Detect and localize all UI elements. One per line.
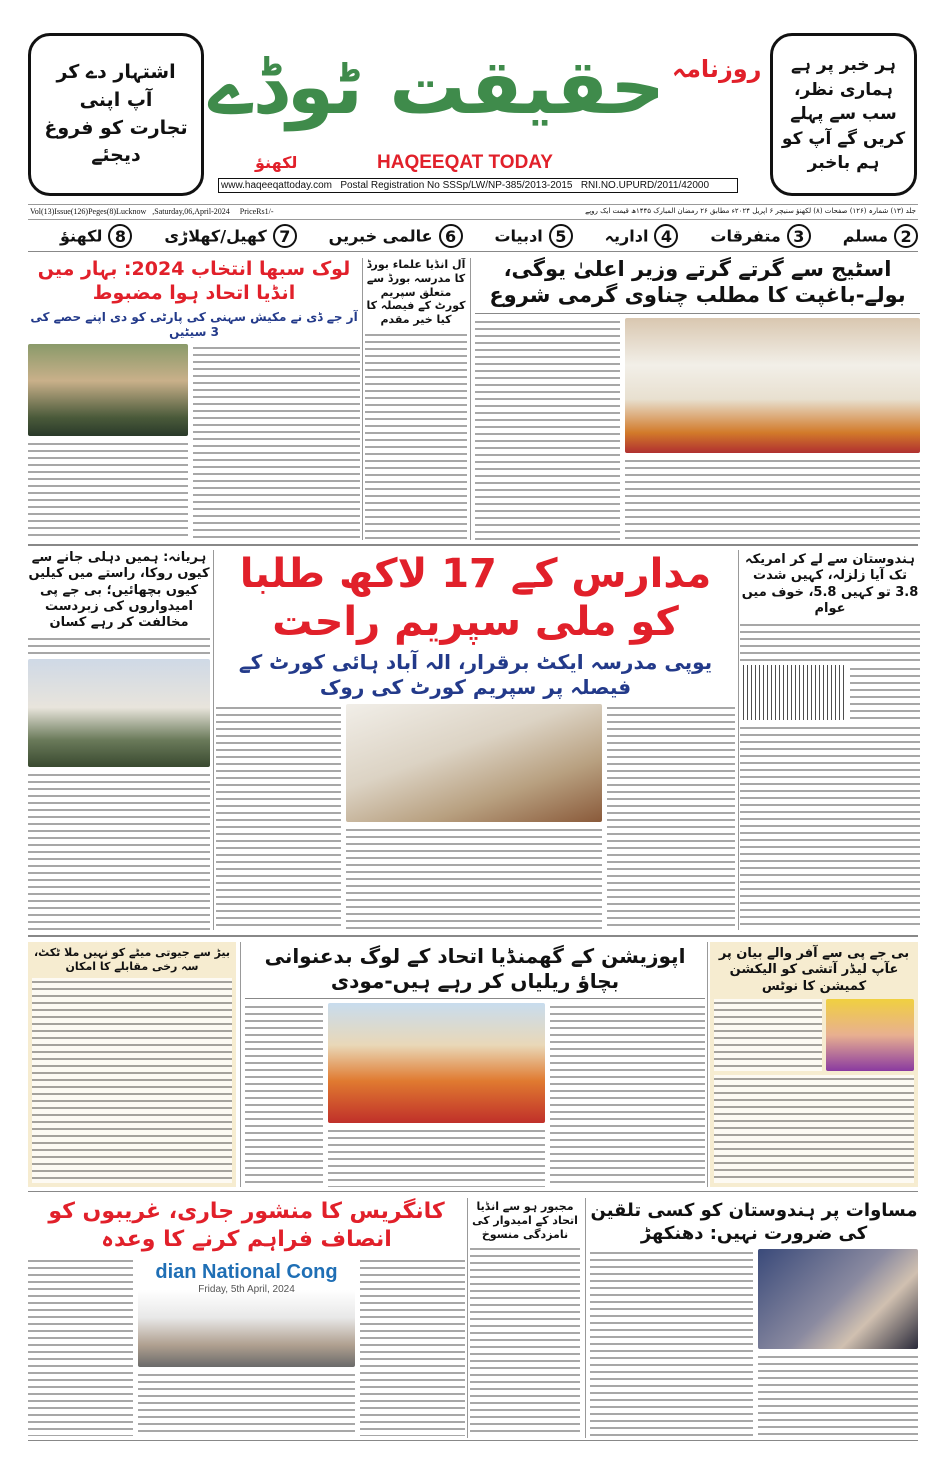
- divider: [738, 550, 739, 930]
- photo-bihar-press: [28, 344, 188, 436]
- divider: [28, 544, 918, 546]
- divider: [213, 550, 214, 930]
- story-madrasa: [216, 550, 735, 930]
- page-index-nav: [60, 223, 918, 249]
- nav-item[interactable]: [329, 224, 463, 248]
- story-earthquake: [740, 552, 920, 930]
- article-body-text: [740, 724, 920, 930]
- nav-item[interactable]: [164, 224, 296, 248]
- story-ulema-board: [365, 258, 467, 540]
- article-body-text: [32, 978, 232, 1184]
- nav-number: 4: [654, 224, 678, 248]
- article-body-text: [28, 1257, 133, 1436]
- title-english: HAQEEQAT TODAY: [377, 152, 553, 173]
- banner-date: Friday, 5th April, 2024: [198, 1284, 295, 1295]
- headline-yogi[interactable]: اسٹیج سے گرتے گرتے وزیر اعلیٰ یوگی، بولے-باغپت کا مطلب چناوی گرمی شروع: [489, 257, 906, 308]
- article-body-text: [216, 704, 341, 930]
- story-nomination: [470, 1200, 580, 1436]
- nav-label: عالمی خبریں: [328, 226, 433, 246]
- article-body-text: [850, 665, 920, 720]
- story-congress-manifesto: [28, 1198, 465, 1436]
- article-body-text: [607, 704, 735, 930]
- ad-line: تجارت کو فروغ: [44, 116, 188, 139]
- slogan-line: ہماری نظر،: [794, 79, 894, 100]
- divider: [707, 942, 708, 1187]
- divider: [467, 1198, 468, 1438]
- article-body-text: [475, 318, 620, 541]
- ad-box: [28, 33, 204, 196]
- article-body-text: [470, 1245, 580, 1436]
- divider: [470, 258, 471, 540]
- ad-line: دیجئے: [91, 144, 141, 167]
- nav-number: 7: [273, 224, 297, 248]
- headline-modi[interactable]: اپوزیشن کے گھمنڈیا اتحاد کے لوگ بدعنوانی بچاؤ ریلیاں کر رہے ہیں-مودی: [264, 944, 686, 993]
- nav-item[interactable]: [710, 224, 810, 248]
- headline-atishi[interactable]: بی جے پی سے آفر والے بیان پر عآپ لیڈر آتشی کو الیکشن کمیشن کا نوٹس: [718, 946, 910, 994]
- divider: [28, 935, 918, 937]
- headline-haryana[interactable]: ہریانہ: ہمیں دہلی جانے سے کیوں روکا، راستے میں کیلیں کیوں بچھائیں؛ بی جے پی امیدواروں کی زبردست مخالفت کر رہے کسان: [28, 550, 210, 630]
- newspaper-logo: حقیقت ٹوڈے: [208, 42, 665, 131]
- slogan-box: [770, 33, 917, 196]
- article-body-text: [138, 1371, 355, 1436]
- article-body-text: [328, 1127, 545, 1187]
- dateline-urdu: جلد (۱۳) شمارہ (۱۲۶) صفحات (۸) لکھنؤ سنیچر ۶ اپریل ۲۰۲۴ء مطابق ۲۶ رمضان المبارک ۱۴۴۵ھ قیمت ایک روپے: [585, 207, 916, 215]
- divider: [28, 1440, 918, 1441]
- article-body-text: [365, 331, 467, 540]
- nav-item[interactable]: [843, 224, 918, 248]
- headline-nomination-cancelled[interactable]: مجبور ہو سے انڈیا اتحاد کے امیدوار کی نامزدگی منسوخ: [472, 1200, 578, 1241]
- headline-congress-manifesto[interactable]: کانگریس کا منشور جاری، غریبوں کو انصاف فراہم کرنے کا وعدہ: [48, 1199, 445, 1252]
- photo-seismograph: [740, 665, 845, 720]
- article-body-text: [758, 1353, 918, 1436]
- photo-madrasa-students: [346, 704, 602, 822]
- registration-info: www.haqeeqattoday.com Postal Registration No SSSp/LW/NP-385/2013-2015 RNI.NO.UPURD/2011/42000: [218, 178, 738, 193]
- article-body-text: [28, 635, 210, 655]
- nav-number: 6: [439, 224, 463, 248]
- nav-number: 2: [894, 224, 918, 248]
- headline-ulema-board[interactable]: آل انڈیا علماء بورڈ کا مدرسہ بورڈ سے متعلق سپریم کورٹ کے فیصلہ کا کیا خیر مقدم: [366, 258, 466, 326]
- article-body-text: [625, 457, 920, 541]
- subhead-bihar: آر جے ڈی نے مکیش سہنی کی پارٹی کو دی اپنے حصے کی 3 سیٹیں: [30, 309, 358, 339]
- nav-number: 5: [549, 224, 573, 248]
- headline-dhankhar[interactable]: مساوات پر ہندوستان کو کسی تلقین کی ضرورت نہیں: دھنکھڑ: [590, 1200, 918, 1244]
- nav-label: لکھنؤ: [60, 226, 103, 246]
- daily-label: روزنامہ: [672, 55, 762, 83]
- nav-number: 8: [108, 224, 132, 248]
- article-body-text: [550, 1003, 705, 1187]
- story-dhankhar: [590, 1200, 918, 1436]
- headline-beed[interactable]: بیڑ سے جیوتی میٹے کو نہیں ملا ٹکٹ، سہ رخی مقابلے کا امکان: [33, 946, 231, 973]
- article-body-text: [714, 1075, 914, 1183]
- article-body-text: [245, 1003, 323, 1187]
- story-modi: [245, 944, 705, 1187]
- subhead-madrasa: یوپی مدرسہ ایکٹ برقرار، الہ آباد ہائی کورٹ کے فیصلہ پر سپریم کورٹ کی روک: [238, 650, 713, 699]
- story-box-beed: [28, 942, 236, 1187]
- nav-label: کھیل/کھلاڑی: [164, 226, 267, 246]
- article-body-text: [193, 344, 360, 541]
- article-body-text: [346, 826, 602, 930]
- divider: [28, 1191, 918, 1192]
- photo-congress-event: [138, 1257, 355, 1367]
- headline-madrasa[interactable]: مدارس کے 17 لاکھ طلبا کو ملی سپریم راحت: [239, 551, 712, 645]
- photo-yogi-stage: [625, 318, 920, 453]
- article-body-text: [714, 999, 822, 1071]
- headline-earthquake[interactable]: ہندوستان سے لے کر امریکہ تک آیا زلزلہ، کہیں شدت 3.8 تو کہیں 5.8، خوف میں عوام: [741, 552, 919, 616]
- story-yogi: [475, 256, 920, 540]
- divider: [240, 942, 241, 1187]
- city-label: لکھنؤ: [255, 153, 298, 172]
- nav-item[interactable]: [60, 224, 132, 248]
- divider: [585, 1198, 586, 1438]
- dateline-english: Vol(13)Issue(126)Peges(8)Lucknow ,Saturday,06,April-2024 PriceRs1/-: [30, 207, 274, 216]
- slogan-line: سب سے پہلے: [790, 104, 897, 125]
- divider: [475, 313, 920, 314]
- story-bihar: [28, 258, 360, 540]
- divider: [362, 258, 363, 540]
- article-body-text: [360, 1257, 465, 1436]
- divider: [28, 251, 918, 252]
- divider: [245, 998, 705, 999]
- headline-bihar[interactable]: لوک سبھا انتخاب 2024: بہار میں انڈیا اتحاد ہوا مضبوط: [37, 258, 351, 304]
- article-body-text: [740, 621, 920, 661]
- slogan-line: ہر خبر پر ہے: [791, 54, 896, 75]
- photo-farmers: [28, 659, 210, 767]
- nav-item[interactable]: [494, 224, 572, 248]
- nav-label: متفرقات: [710, 226, 781, 246]
- ad-line: آپ اپنی: [79, 88, 153, 111]
- article-body-text: [590, 1249, 753, 1436]
- story-box-atishi: [710, 942, 918, 1187]
- slogan-line: کریں گے آپ کو: [781, 128, 906, 149]
- story-haryana: [28, 550, 210, 930]
- photo-atishi: [826, 999, 914, 1071]
- nav-label: اداریہ: [604, 226, 649, 246]
- nav-number: 3: [787, 224, 811, 248]
- nav-label: ادبیات: [494, 226, 543, 246]
- article-body-text: [28, 440, 188, 541]
- banner-text: dian National Cong: [155, 1261, 338, 1283]
- slogan-line: ہم باخبر: [807, 153, 880, 174]
- photo-dhankhar: [758, 1249, 918, 1349]
- photo-modi-rally: [328, 1003, 545, 1123]
- ad-line: اشتہار دے کر: [56, 61, 176, 84]
- nav-label: مسلم: [842, 226, 888, 246]
- nav-item[interactable]: [605, 224, 679, 248]
- article-body-text: [28, 771, 210, 930]
